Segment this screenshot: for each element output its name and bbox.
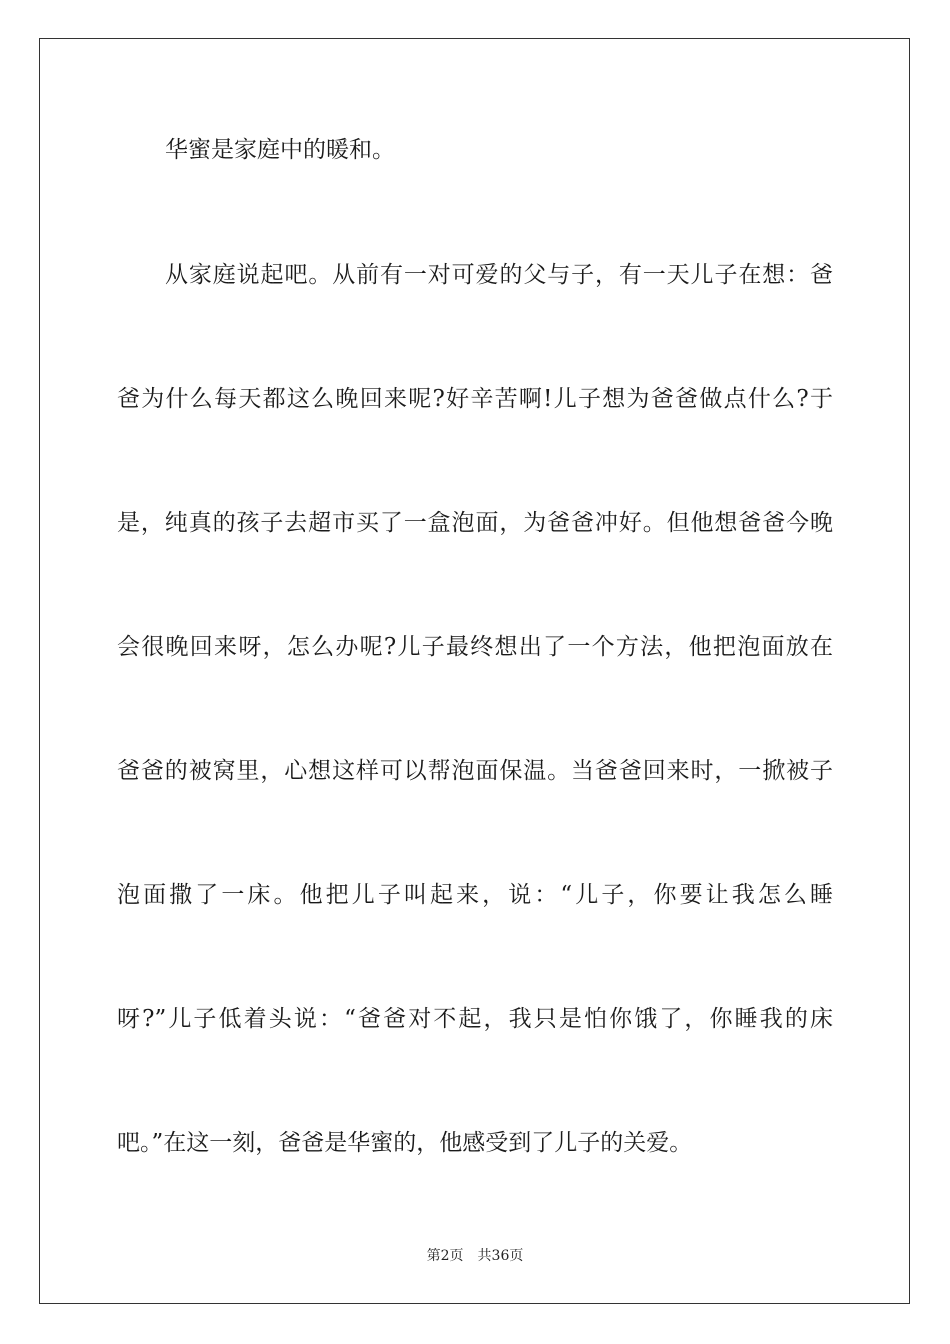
paragraph-2-line-4: 会很晚回来呀，怎么办呢?儿子最终想出了一个方法，他把泡面放在 — [117, 634, 833, 660]
paragraph-2-line-2: 爸为什么每天都这么晚回来呢?好辛苦啊!儿子想为爸爸做点什么?于 — [117, 386, 833, 412]
paragraph-2-line-3: 是，纯真的孩子去超市买了一盒泡面，为爸爸冲好。但他想爸爸今晚 — [117, 510, 833, 536]
page-frame — [39, 38, 910, 1304]
paragraph-2-line-7: 呀?”儿子低着头说：“爸爸对不起，我只是怕你饿了，你睡我的床 — [117, 1006, 833, 1032]
paragraph-2-line-6: 泡面撒了一床。他把儿子叫起来，说：“儿子，你要让我怎么睡 — [117, 882, 833, 908]
page-total: 共36页 — [477, 1248, 524, 1264]
page-footer — [0, 1247, 950, 1265]
paragraph-2-line-8: 吧。”在这一刻，爸爸是华蜜的，他感受到了儿子的关爱。 — [117, 1130, 693, 1156]
paragraph-2-line-5: 爸爸的被窝里，心想这样可以帮泡面保温。当爸爸回来时，一掀被子 — [117, 758, 833, 784]
paragraph-2-line-1: 从家庭说起吧。从前有一对可爱的父与子，有一天儿子在想：爸 — [165, 262, 833, 288]
paragraph-1-line-1: 华蜜是家庭中的暖和。 — [165, 137, 395, 163]
page-number: 第2页 — [426, 1248, 464, 1264]
